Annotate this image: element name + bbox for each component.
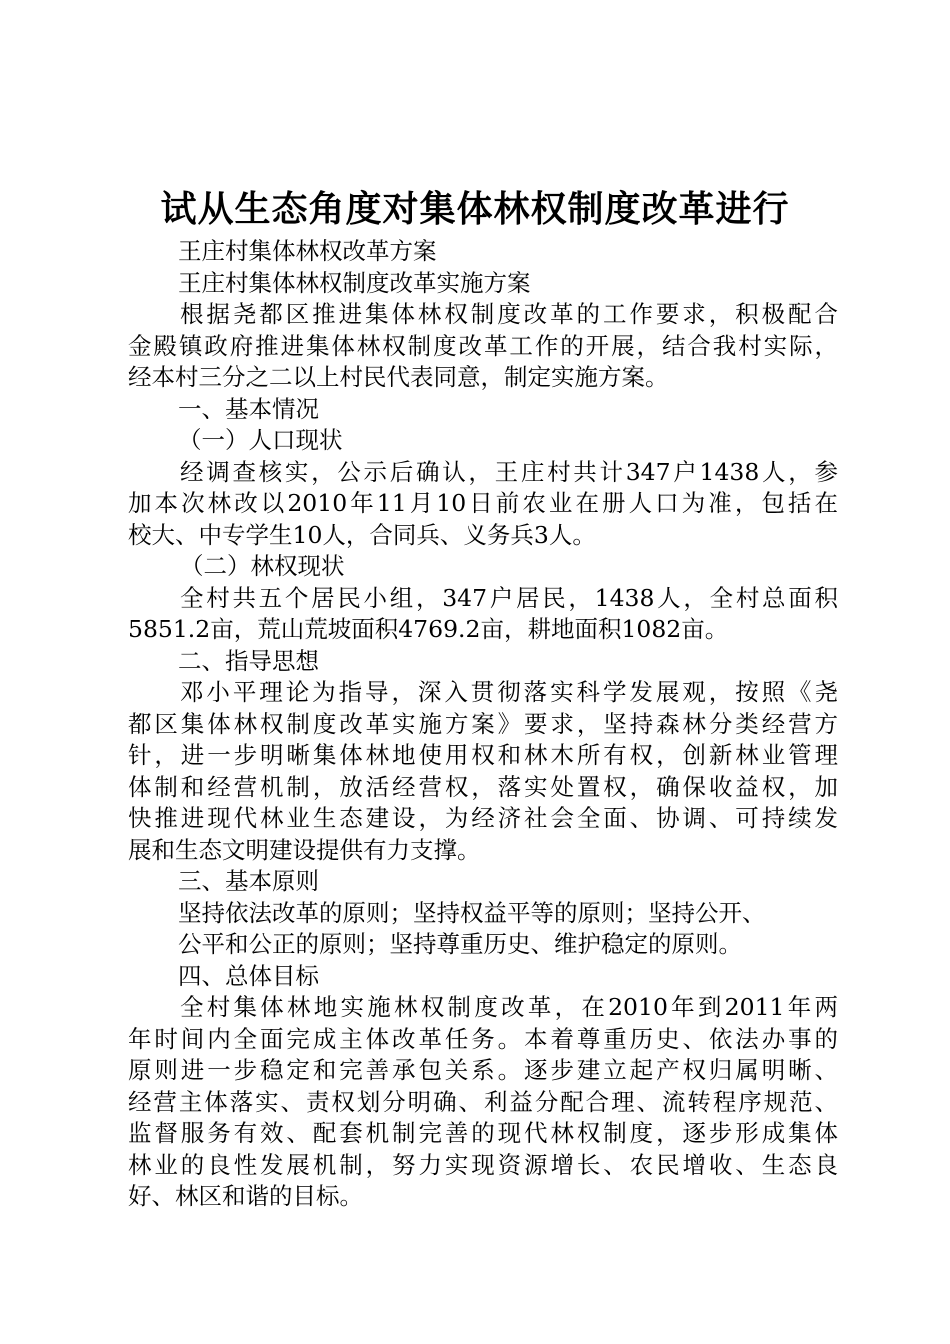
text-line: 根据尧都区推进集体林权制度改革的工作要求，积极配合 — [180, 300, 838, 328]
document-title: 试从生态角度对集体林权制度改革进行 — [160, 189, 790, 230]
text-line: 经本村三分之二以上村民代表同意，制定实施方案。 — [128, 363, 669, 391]
text-line: 展和生态文明建设提供有力支撑。 — [128, 835, 481, 864]
text-line: 林业的良性发展机制，努力实现资源增长、农民增收、生态良 — [128, 1150, 838, 1179]
text-line: 经营主体落实、责权划分明确、利益分配合理、流转程序规范、 — [128, 1087, 838, 1116]
text-line: 四、总体目标 — [178, 961, 319, 990]
text-line: 校大、中专学生10人，合同兵、义务兵3人。 — [128, 520, 596, 549]
text-line: 王庄村集体林权制度改革实施方案 — [178, 268, 531, 297]
text-line: （一）人口现状 — [178, 426, 343, 454]
text-line: 都区集体林权制度改革实施方案》要求，坚持森林分类经营方 — [128, 709, 838, 738]
text-line: 全村集体林地实施林权制度改革，在2010年到2011年两 — [180, 993, 838, 1021]
text-line: 二、指导思想 — [178, 646, 319, 675]
text-line: 全村共五个居民小组，347户居民，1438人，全村总面积 — [180, 583, 838, 612]
text-line: 针，进一步明晰集体林地使用权和林木所有权，创新林业管理 — [128, 741, 838, 769]
text-line: 王庄村集体林权改革方案 — [178, 237, 437, 265]
text-line: 坚持依法改革的原则；坚持权益平等的原则；坚持公开、 — [178, 898, 766, 927]
text-line: 经调查核实，公示后确认，王庄村共计347户1438人，参 — [180, 457, 838, 486]
text-line: 原则进一步稳定和完善承包关系。逐步建立起产权归属明晰、 — [128, 1056, 838, 1084]
text-line: 金殿镇政府推进集体林权制度改革工作的开展，结合我村实际， — [128, 331, 838, 360]
text-line: 体制和经营机制，放活经营权，落实处置权，确保收益权，加 — [128, 772, 838, 801]
text-line: 快推进现代林业生态建设，为经济社会全面、协调、可持续发 — [128, 804, 838, 832]
text-line: 监督服务有效、配套机制完善的现代林权制度，逐步形成集体 — [128, 1119, 838, 1147]
text-line: 好、林区和谐的目标。 — [128, 1182, 363, 1210]
text-line: 公平和公正的原则；坚持尊重历史、维护稳定的原则。 — [178, 930, 742, 958]
text-line: 加本次林改以2010年11月10日前农业在册人口为准，包括在 — [128, 489, 838, 517]
text-line: （二）林权现状 — [180, 552, 345, 580]
text-line: 邓小平理论为指导，深入贯彻落实科学发展观，按照《尧 — [180, 678, 838, 706]
text-line: 三、基本原则 — [178, 867, 319, 895]
text-line: 年时间内全面完成主体改革任务。本着尊重历史、依法办事的 — [128, 1024, 838, 1053]
text-line: 5851.2亩，荒山荒坡面积4769.2亩，耕地面积1082亩。 — [128, 615, 729, 643]
text-line: 一、基本情况 — [178, 394, 319, 423]
document-body — [128, 236, 838, 1213]
